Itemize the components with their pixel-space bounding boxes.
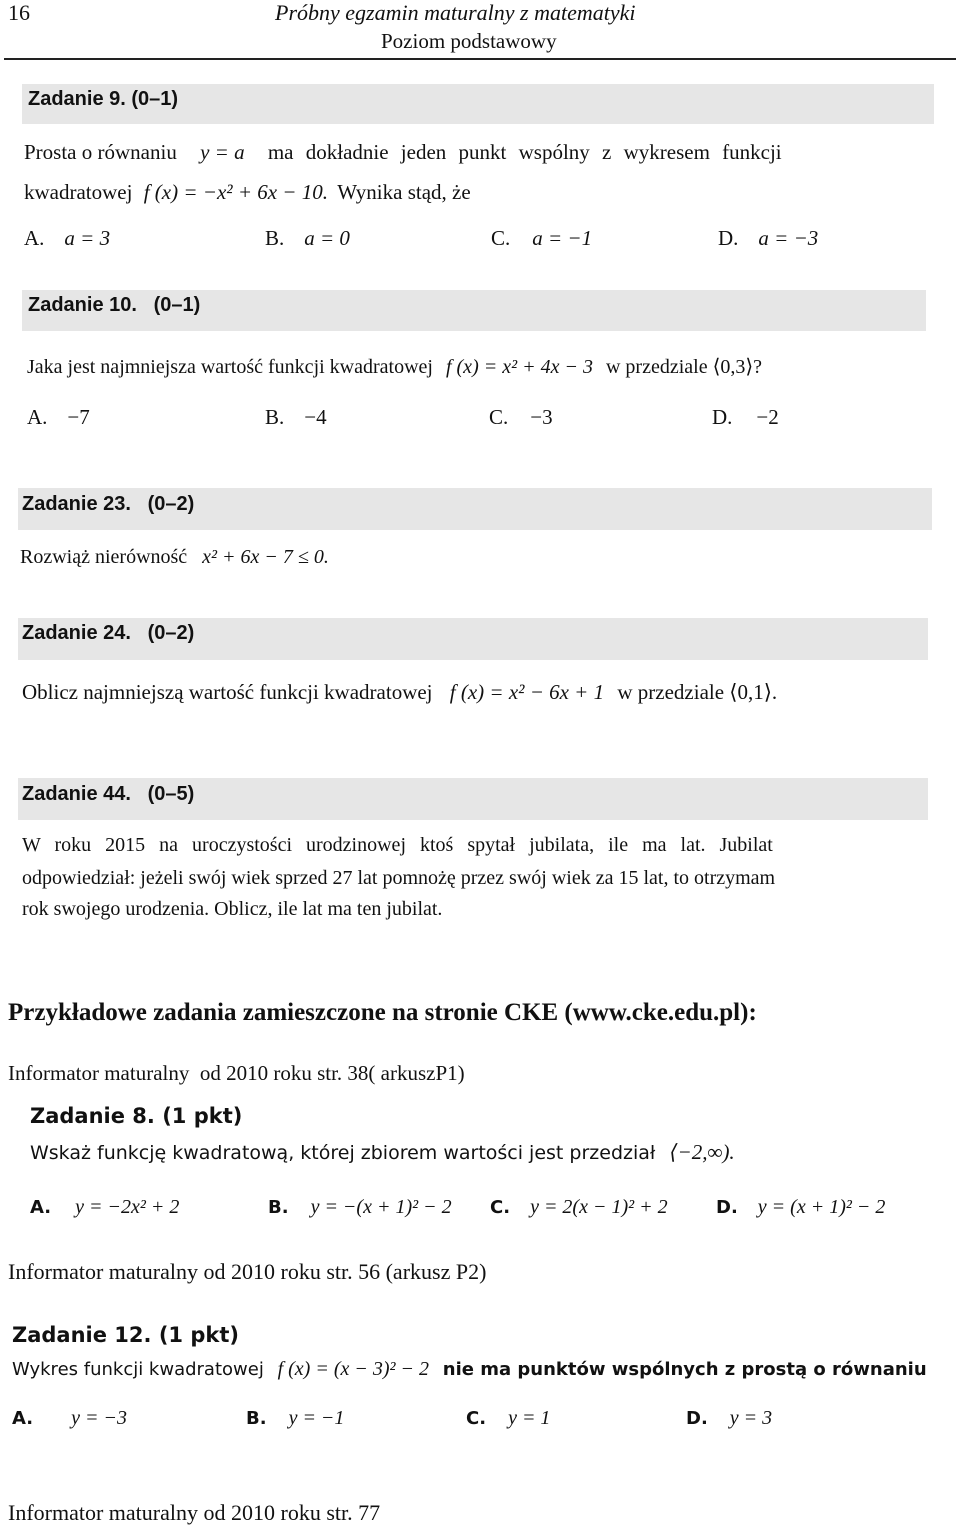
task-24-title: Zadanie 24. (0–2)	[22, 622, 195, 644]
task-9-text-b: ma dokładnie jeden punkt wspólny z wykresem funkcji	[267, 140, 782, 164]
task-12-answer-a: A. y = −3	[12, 1407, 127, 1429]
header-rule	[4, 58, 956, 60]
task-8-answer-d: D. y = (x + 1)² − 2	[716, 1196, 886, 1218]
page-header-subtitle: Poziom podstawowy	[381, 29, 557, 53]
task-8-answer-c: C. y = 2(x − 1)² + 2	[490, 1196, 668, 1218]
task-12-answer-d: D. y = 3	[686, 1407, 773, 1429]
task-23-text: Rozwiąż nierówność x² + 6x − 7 ≤ 0.	[20, 546, 329, 568]
task-9-math-a: y = a	[200, 140, 245, 164]
source-note-2: Informator maturalny od 2010 roku str. 56 (arkusz P2)	[8, 1259, 487, 1284]
task-24-text: Oblicz najmniejszą wartość funkcji kwadratowej f (x) = x² − 6x + 1 w przedziale ⟨0,1⟩.	[22, 680, 778, 704]
task-10-title: Zadanie 10. (0–1)	[28, 294, 201, 316]
task-44-title: Zadanie 44. (0–5)	[22, 783, 195, 805]
task-8-interval: ⟨−2,∞).	[669, 1140, 735, 1164]
task-9-answer-d: D. a = −3	[718, 226, 819, 250]
task-9-function: f (x) = −x² + 6x − 10.	[143, 180, 328, 204]
task-10-answer-d: D. −2	[712, 405, 779, 429]
task-12-text: Wykres funkcji kwadratowej f (x) = (x − 3)² − 2 nie ma punktów wspólnych z prostą o równaniu	[12, 1358, 927, 1380]
task-44-line1: W roku 2015 na uroczystości urodzinowej ktoś spytał jubilata, ile ma lat. Jubilat	[22, 834, 773, 856]
task-8-title: Zadanie 8. (1 pkt)	[30, 1104, 243, 1128]
task-23-title: Zadanie 23. (0–2)	[22, 493, 195, 515]
task-12-function: f (x) = (x − 3)² − 2	[277, 1358, 430, 1380]
task-9-text-a: Prosta o równaniu	[24, 140, 177, 164]
task-9-answer-c: C. a = −1	[491, 226, 593, 250]
task-24-function: f (x) = x² − 6x + 1	[449, 680, 605, 704]
task-8-answer-a: A. y = −2x² + 2	[30, 1196, 180, 1218]
page-header-title: Próbny egzamin maturalny z matematyki	[275, 0, 636, 25]
task-12-title: Zadanie 12. (1 pkt)	[12, 1323, 239, 1347]
task-12-answer-b: B. y = −1	[246, 1407, 345, 1429]
source-note-3: Informator maturalny od 2010 roku str. 77	[8, 1500, 381, 1525]
task-9-title: Zadanie 9. (0–1)	[28, 88, 179, 110]
task-9-answer-a: A. a = 3	[24, 226, 111, 250]
task-10-function: f (x) = x² + 4x − 3	[445, 356, 593, 378]
page-number: 16	[8, 0, 30, 25]
task-10-answer-a: A. −7	[27, 405, 90, 429]
task-9-text-d: Wynika stąd, że	[337, 180, 471, 204]
task-8-answer-b: B. y = −(x + 1)² − 2	[268, 1196, 452, 1218]
source-note-1: Informator maturalny od 2010 roku str. 38( arkuszP1)	[8, 1061, 465, 1085]
task-9-answer-b: B. a = 0	[265, 226, 350, 250]
task-8-text: Wskaż funkcję kwadratową, której zbiorem wartości jest przedział ⟨−2,∞).	[30, 1140, 735, 1164]
task-10-answer-b: B. −4	[265, 405, 327, 429]
cke-examples-heading: Przykładowe zadania zamieszczone na stronie CKE (www.cke.edu.pl):	[8, 999, 757, 1026]
task-12-answer-c: C. y = 1	[466, 1407, 551, 1429]
task-44-line3: rok swojego urodzenia. Oblicz, ile lat ma ten jubilat.	[22, 898, 443, 920]
task-9-text-line1	[24, 140, 932, 165]
task-9-text-line2	[24, 180, 471, 205]
task-44-line2: odpowiedział: jeżeli swój wiek sprzed 27 lat pomnożę przez swój wiek za 15 lat, to otrzymam	[22, 867, 776, 889]
task-10-text: Jaka jest najmniejsza wartość funkcji kwadratowej f (x) = x² + 4x − 3 w przedziale ⟨0,3⟩?	[27, 356, 763, 378]
task-23-inequality: x² + 6x − 7 ≤ 0.	[202, 546, 329, 568]
task-10-answer-c: C. −3	[489, 405, 553, 429]
task-9-text-c: kwadratowej	[24, 180, 133, 204]
